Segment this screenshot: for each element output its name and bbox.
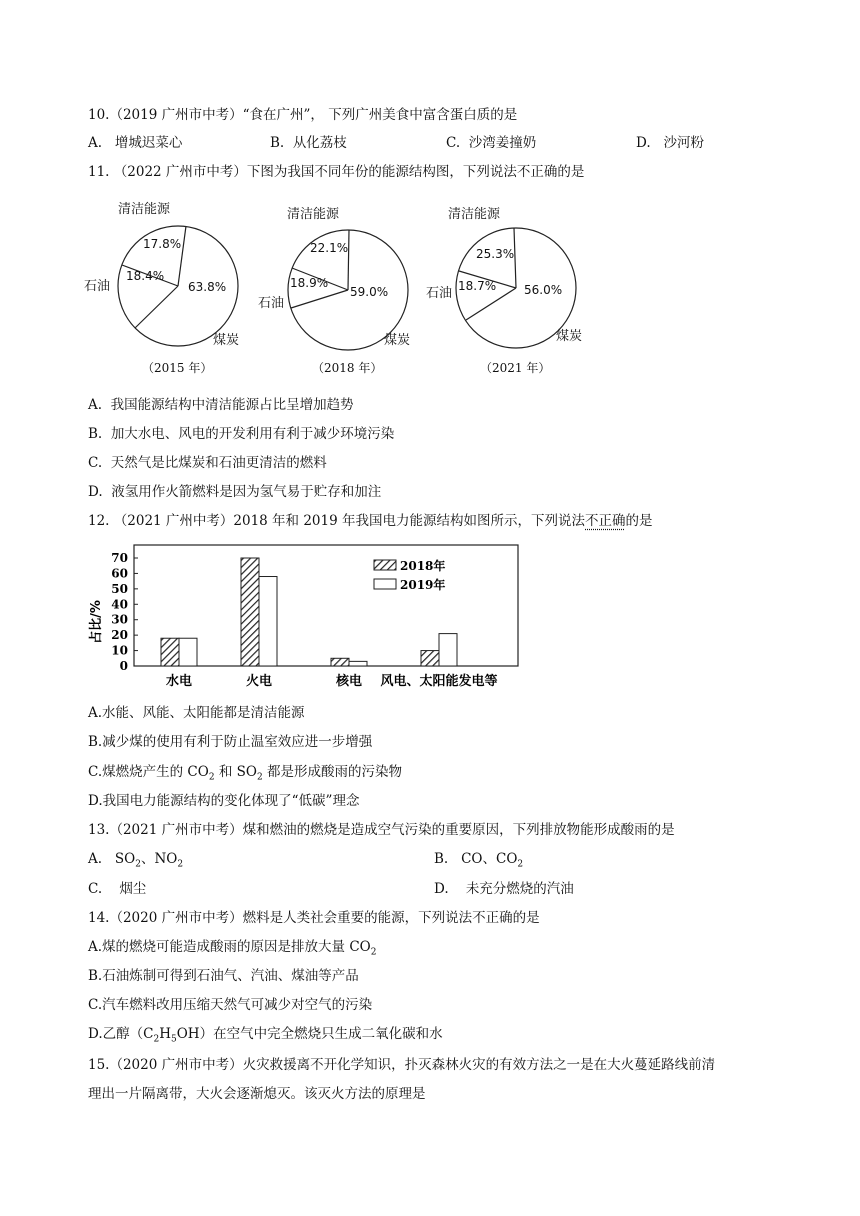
y-tick-label: 70 — [111, 551, 128, 565]
q14-stem: 14.（2020 广州市中考）燃料是人类社会重要的能源，下列说法不正确的是 — [88, 910, 540, 926]
q10-option-a[interactable]: A. 增城迟菜心 — [88, 135, 183, 151]
q13-option-c[interactable]: C. 烟尘 — [88, 881, 147, 897]
y-tick-label: 30 — [111, 612, 128, 627]
q14-option-b[interactable]: B.石油炼制可得到石油气、汽油、煤油等产品 — [88, 968, 359, 984]
y-axis-label: 占比/% — [89, 600, 104, 644]
q11-option-c[interactable]: C. 天然气是比煤炭和石油更清洁的燃料 — [88, 455, 327, 471]
legend-label-2019: 2019年 — [400, 578, 446, 592]
q13-option-b[interactable]: B. CO、$CO_2$ — [434, 851, 524, 870]
electricity-bar-chart — [84, 540, 524, 690]
x-category-label: 火电 — [245, 674, 273, 689]
bar-2018年-水电 — [161, 638, 179, 666]
pie-label-oil: 石油 — [84, 279, 111, 294]
q15-line2: 理出一片隔离带，大火会逐渐熄灭。该灭火方法的原理是 — [88, 1086, 426, 1102]
pie-year: （2018 年） — [312, 361, 383, 375]
bar-2019年-火电 — [259, 577, 277, 666]
pie-label-clean: 清洁能源 — [448, 207, 501, 222]
pie-year: （2021 年） — [480, 361, 551, 375]
legend-label-2018: 2018年 — [400, 559, 446, 573]
pie-pct-coal: 59.0% — [350, 285, 389, 299]
y-tick-label: 60 — [111, 566, 128, 581]
pie-pct-oil: 18.4% — [126, 269, 165, 283]
q10-stem: 10.（2019 广州市中考）“食在广州”， 下列广州美食中富含蛋白质的是 — [88, 107, 518, 123]
pie-pct-oil: 18.7% — [458, 279, 497, 293]
q12-option-a[interactable]: A.水能、风能、太阳能都是清洁能源 — [88, 705, 305, 721]
bar-2019年-风电、太阳能发电等 — [439, 634, 457, 666]
bar-2019年-水电 — [179, 638, 197, 666]
q11-option-b[interactable]: B. 加大水电、风电的开发利用有利于减少环境污染 — [88, 426, 395, 442]
pie-pct-oil: 18.9% — [290, 276, 329, 290]
y-tick-label: 40 — [111, 597, 128, 612]
q11-option-d[interactable]: D. 液氢用作火箭燃料是因为氢气易于贮存和加注 — [88, 484, 382, 500]
pie-label-oil: 石油 — [258, 296, 285, 311]
q15-line1: 15.（2020 广州市中考）火灾救援离不开化学知识，扑灭森林火灾的有效方法之一是在大火蔓延路线前清 — [88, 1057, 716, 1073]
y-tick-label: 50 — [111, 581, 128, 596]
pie-label-clean: 清洁能源 — [118, 202, 171, 217]
pie-2018 — [258, 206, 410, 375]
x-labels — [166, 673, 498, 689]
pie-pct-clean: 17.8% — [143, 237, 182, 251]
q14-option-a[interactable]: A.煤的燃烧可能造成酸雨的原因是排放大量 $CO_2$ — [88, 939, 377, 958]
pie-pct-clean: 25.3% — [476, 247, 515, 261]
pie-pct-coal: 63.8% — [188, 280, 227, 294]
q12-option-d[interactable]: D.我国电力能源结构的变化体现了“低碳”理念 — [88, 793, 360, 809]
q12-option-c[interactable]: C.煤燃烧产生的 $CO_2$ 和 $SO_2$ 都是形成酸雨的污染物 — [88, 764, 403, 783]
bar-2019年-核电 — [349, 661, 367, 666]
q12-option-b[interactable]: B.减少煤的使用有利于防止温室效应进一步增强 — [88, 734, 373, 750]
q11-stem: 11. （2022 广州市中考）下图为我国不同年份的能源结构图，下列说法不正确的是 — [88, 164, 585, 180]
q14-option-c[interactable]: C.汽车燃料改用压缩天然气可减少对空气的污染 — [88, 997, 373, 1013]
q10-option-b[interactable]: B. 从化荔枝 — [270, 135, 347, 151]
legend-swatch-2019 — [374, 579, 396, 589]
pie-pct-clean: 22.1% — [310, 241, 349, 255]
bar-2018年-风电、太阳能发电等 — [421, 651, 439, 666]
q10-option-d[interactable]: D. 沙河粉 — [636, 135, 705, 151]
pie-label-coal: 煤炭 — [384, 333, 411, 348]
pie-label-coal: 煤炭 — [213, 333, 240, 348]
x-category-label: 水电 — [165, 674, 193, 689]
emphasis-not-correct: 不正确 — [585, 513, 626, 529]
q13-stem: 13.（2021 广州市中考）煤和燃油的燃烧是造成空气污染的重要原因，下列排放物能形成酸雨的是 — [88, 822, 675, 838]
pie-2015 — [84, 201, 239, 375]
pie-pct-coal: 56.0% — [524, 283, 563, 297]
q13-option-a[interactable]: A. $SO_2$、$NO_2$ — [88, 851, 184, 870]
q14-option-d[interactable]: D.乙醇$(C_2H_5OH)$在空气中完全燃烧只生成二氧化碳和水 — [88, 1026, 443, 1045]
x-category-label: 风电、太阳能发电等 — [380, 674, 498, 689]
bar-2018年-火电 — [241, 558, 259, 666]
pie-label-oil: 石油 — [426, 286, 453, 301]
x-category-label: 核电 — [335, 674, 363, 689]
pie-label-coal: 煤炭 — [556, 329, 583, 344]
y-tick-label: 0 — [119, 659, 128, 673]
pie-2021 — [426, 206, 582, 375]
pie-label-clean: 清洁能源 — [287, 207, 340, 222]
y-tick-label: 10 — [111, 643, 128, 658]
q11-option-a[interactable]: A. 我国能源结构中清洁能源占比呈增加趋势 — [88, 397, 354, 413]
q10-option-c[interactable]: C. 沙湾姜撞奶 — [446, 135, 537, 151]
pie-year: （2015 年） — [142, 361, 213, 375]
q13-option-d[interactable]: D. 未充分燃烧的汽油 — [434, 881, 574, 897]
y-tick-label: 20 — [111, 628, 128, 643]
q12-stem: 12. （2021 广州中考）2018 年和 2019 年我国电力能源结构如图所示，下列说法不正确的是 — [88, 513, 653, 529]
legend-swatch-2018 — [374, 560, 396, 570]
energy-pie-charts — [0, 196, 860, 386]
bar-2018年-核电 — [331, 658, 349, 666]
